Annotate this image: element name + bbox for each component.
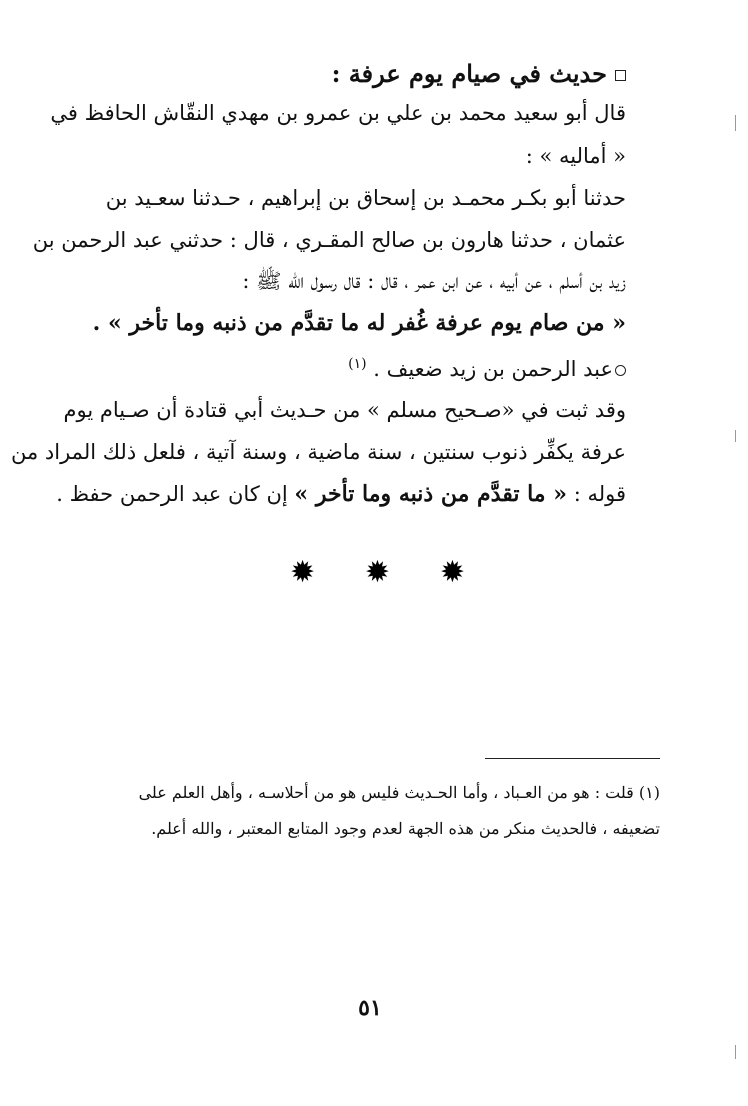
- heading-text: حديث في صيام يوم عرفة :: [331, 59, 607, 88]
- scan-mark: [735, 115, 736, 131]
- asterisk-ornament-icon: ✹: [290, 554, 316, 590]
- body-line-3: حدثنا أبو بكـر محمـد بن إسحاق بن إبراهيم ، حـدثنا سعـيد بن: [105, 186, 626, 210]
- last-line-suffix: إن كان عبد الرحمن حفظ .: [56, 482, 288, 506]
- scan-mark: [735, 430, 736, 442]
- asterisk-ornament-icon: ✹: [364, 554, 391, 590]
- hadith-text: « من صام يوم عرفة غُفر له ما تقدَّم من ذنبه وما تأخر » .: [92, 310, 626, 336]
- body-line-8: [56, 476, 626, 512]
- scan-mark: [735, 1045, 736, 1059]
- last-line-quote: « ما تقدَّم من ذنبه وما تأخر »: [294, 481, 568, 507]
- body-line-1: قال أبو سعيد محمد بن علي بن عمرو بن مهدي النقّاش الحافظ في: [50, 101, 626, 125]
- circle-bullet-icon: [615, 365, 626, 376]
- section-heading: [66, 55, 626, 93]
- footnote-divider: [485, 758, 660, 759]
- body-line-5: زيد بن أسلم ، عن أبيه ، عن ابن عمر ، قال : قال رسول الله ﷺ :: [242, 269, 626, 293]
- asterisk-ornament-icon: ✹: [439, 554, 465, 590]
- body-line-6: وقد ثبت في «صـحيح مسلم » من حـديث أبي قتادة أن صـيام يوم: [63, 398, 626, 422]
- section-separator: [290, 552, 465, 592]
- square-bullet-icon: [615, 70, 626, 81]
- page-number: ٥١: [358, 995, 382, 1021]
- body-line-2: « أماليه » :: [525, 144, 626, 168]
- footnote-line-1: (١) قلت : هو من العـباد ، وأما الحـديث فليس هو من أحلاسـه ، وأهل العلم على: [138, 783, 660, 802]
- narrator-note-text: عبد الرحمن بن زيد ضعيف .: [373, 357, 613, 381]
- footnote-line-2: تضعيفه ، فالحديث منكر من هذه الجهة لعدم وجود المتابع المعتبر ، والله أعلم.: [151, 819, 660, 838]
- footnote-reference: (١): [348, 356, 367, 372]
- body-line-4: عثمان ، حدثنا هارون بن صالح المقـري ، قال : حدثني عبد الرحمن بن: [32, 228, 626, 252]
- last-line-prefix: قوله :: [573, 482, 626, 506]
- narrator-note: [66, 346, 626, 387]
- body-line-7: عرفة يكفِّر ذنوب سنتين ، سنة ماضية ، وسنة آتية ، فلعل ذلك المراد من: [11, 440, 626, 464]
